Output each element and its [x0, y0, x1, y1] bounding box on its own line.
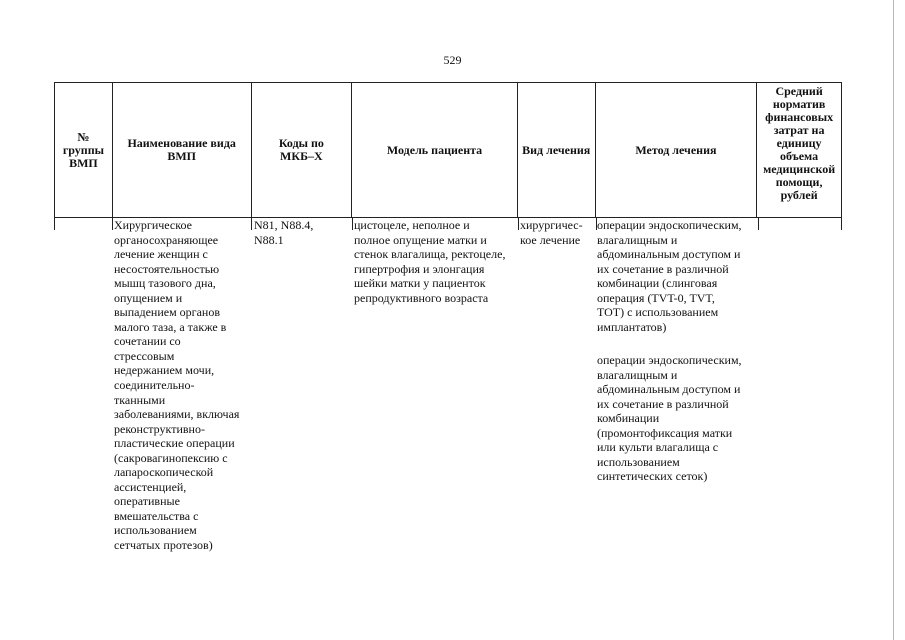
column-divider: [112, 218, 113, 230]
column-divider: [841, 218, 842, 230]
header-icd-codes: Коды по МКБ–Х: [252, 83, 353, 217]
table-header-row: [54, 82, 842, 218]
cell-treatment-type: хирургичес- кое лечение: [520, 218, 583, 247]
cell-treatment-method-1: операции эндоскопическим, влагалищным и абдоминальным доступом и их сочетание в различной комбинации (слинговая операция (TVT-0, TVT, TOT) с использованием имплантатов): [597, 218, 742, 334]
header-patient-model: Модель пациента: [352, 83, 518, 217]
column-divider: [54, 218, 55, 230]
page-edge: [893, 0, 905, 640]
cell-treatment-method-2: операции эндоскопическим, влагалищным и абдоминальным доступом и их сочетание в различной комбинации (промонтофиксация матки или культи влагалища с использованием синтетических сеток): [597, 353, 742, 484]
cell-icd-codes: N81, N88.4, N88.1: [254, 218, 314, 247]
column-divider: [352, 218, 353, 230]
cell-vmp-type: Хирургическое органосохраняющее лечение женщин с несостоятельностью мышц тазового дна, опущением и выпадением органов малого таза, а также в сочетании со стрессовым недержанием мочи, соединительно- тканными заболеваниями, включая реконструктивно- пластические операции (сакровагинопексию с лапароскопической ассистенцией, оперативные вмешательства с использованием сетчатых протезов): [114, 218, 240, 553]
header-group-number: № группы ВМП: [55, 83, 113, 217]
header-treatment-type: Вид лечения: [518, 83, 596, 217]
page-number: 529: [443, 53, 462, 67]
header-treatment-method: Метод лечения: [596, 83, 758, 217]
header-average-cost: Средний норматив финансовых затрат на единицу объема медицинской помощи, рублей: [763, 84, 836, 202]
header-vmp-type: Наименование вида ВМП: [113, 83, 252, 217]
cell-patient-model: цистоцеле, неполное и полное опущение матки и стенок влагалища, ректоцеле, гипертрофия и элонгация шейки матки у пациенток репродуктивного возраста: [354, 218, 506, 305]
